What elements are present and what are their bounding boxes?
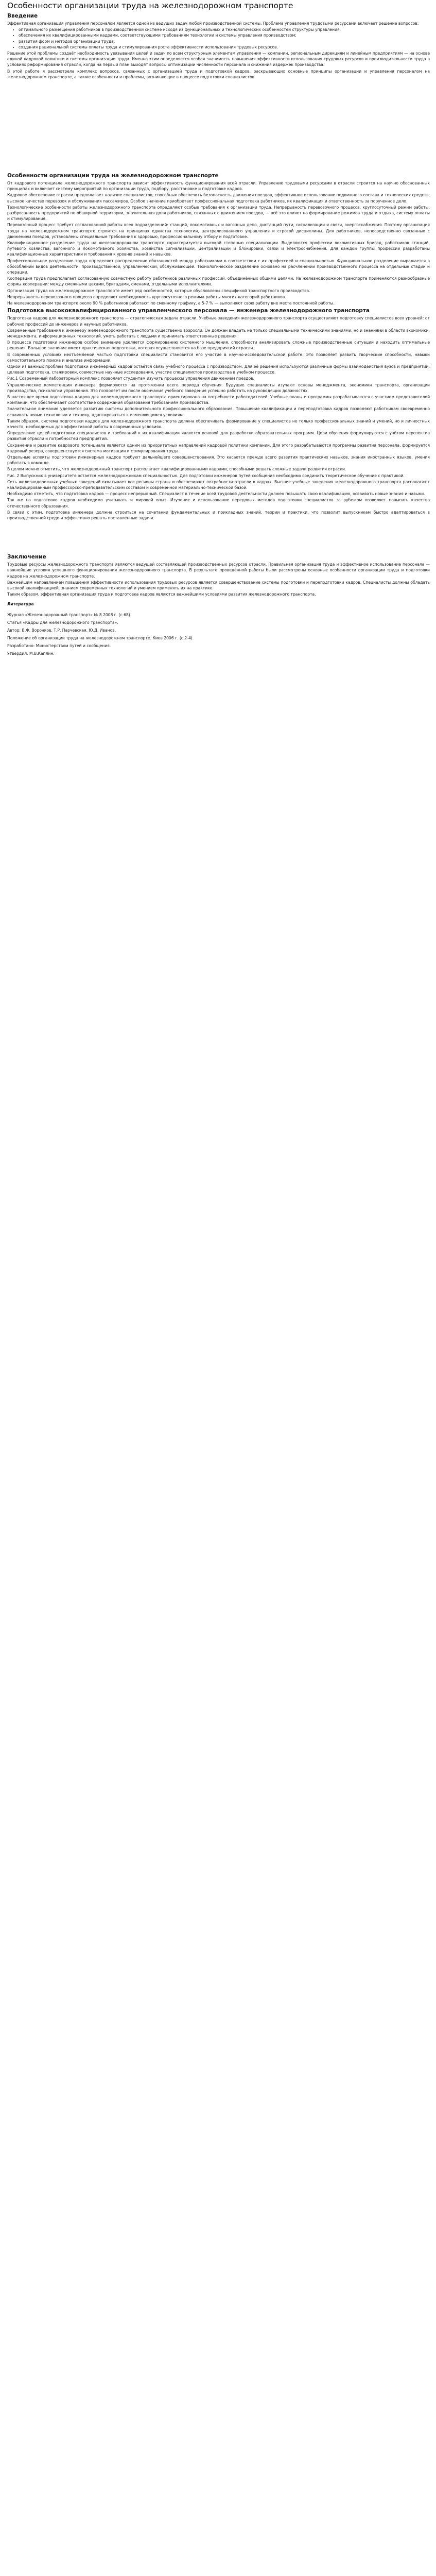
intro-bullet: • развития форм и методов организации труда; <box>19 39 430 44</box>
body-paragraph: Организация труда на железнодорожном транспорте имеет ряд особенностей, которые обусловлены спецификой транспортного производства. <box>7 288 310 293</box>
section-organization <box>7 172 430 306</box>
body-paragraph: Таким образом, эффективная организация труда и подготовка кадров являются важнейшими условиями развития железнодорожного транспорта. <box>7 592 316 597</box>
body-paragraph: В процессе подготовки инженеров особое внимание уделяется формированию системного мышления, способности анализировать сложные производственные ситуации и находить оптимальные решения. Большое значение имеет практическая подготовка, которая осуществляется на базе предприятий отрасли. <box>7 340 430 351</box>
body-paragraph: На железнодорожном транспорте около 90 % работников работают по сменному графику, а 5-7 % — выполняют свою работу вне места постоянной работы. <box>7 301 335 306</box>
intro-paragraph: В этой работе я рассмотрела комплекс вопросов, связанных с организацией труда и подготовкой кадров, раскрывающих основные принципы организации и управления персоналом на железнодорожном транспорте, а также особенности и проблемы, возникающие в процессе подготовки специалистов. <box>7 69 430 79</box>
intro-bullet: • создания рациональной системы оплаты труда и стимулирования роста эффективности использования трудовых ресурсов. <box>19 44 430 50</box>
body-paragraph: Таким образом, система подготовки кадров для железнодорожного транспорта должна обеспечивать формирование у специалистов не только профессиональных знаний и умений, но и личностных качеств, необходимых для эффективной работы в современных условиях. <box>7 418 430 429</box>
body-paragraph: Так же по подготовке кадров необходимо учитывать и мировой опыт. Изучение и использование передовых методов подготовки специалистов за рубежом позволяет повысить качество отечественного образования. <box>7 498 430 509</box>
figure-caption: Рис. 2 Выпускник в университете остается железнодорожникам специальностью. Для подготовки инженеров путей сообщения необходимо соединить теоретическое обучение с практикой. <box>7 473 405 478</box>
body-paragraph: Перевозочный процесс требует согласованной работы всех подразделений: станций, локомотивных и вагонных депо, дистанций пути, сигнализации и связи, энергоснабжения. Поэтому организация труда на железнодорожном транспорте строится на принципах единства технологии, централизованного управления и строгой дисциплины. Для работников, непосредственно связанных с движением поездов, установлены специальные требования к здоровью, профессиональному отбору и подготовке. <box>7 223 430 239</box>
page-title: Особенности организации труда на железнодорожном транспорте <box>7 1 293 10</box>
reference-line: Статья «Кадры для железнодорожного транспорта». <box>7 620 118 625</box>
intro-bullet: • оптимального размещения работников в производственной системе исходя из функциональных и технологических особенностей структуры управления; <box>19 27 430 32</box>
reference-line: Утвердил: М.В.Каплин. <box>7 651 55 656</box>
section-heading: Подготовка высококвалифицированного управленческого персонала — инженера железнодорожного транспорта <box>7 308 370 314</box>
body-paragraph: Квалификационное разделение труда на железнодорожном транспорте характеризуется высокой степенью специализации. Выделяются профессии локомотивных бригад, работников станций, путевого хозяйства, вагонного и локомотивного хозяйства, хозяйства сигнализации, централизации и блокировки, связи и электроснабжения. Для каждой группы профессий разработаны квалификационные характеристики и требования к уровню знаний и навыков. <box>7 241 430 257</box>
body-paragraph: Профессиональное разделение труда определяет распределение обязанностей между работниками в соответствии с их профессией и специальностью. Функциональное разделение выражается в обособлении видов деятельности: производственной, управленческой, обслуживающей. Технологическое разделение основано на расчленении производственного процесса на отдельные стадии и операции. <box>7 258 430 275</box>
section-conclusion <box>7 553 430 597</box>
figure-caption: Рис.1 Современный лабораторный комплекс позволяет студентам изучить процессы управления движением поездов. <box>7 376 255 381</box>
blank-space <box>7 80 430 171</box>
reference-line: Журнал «Железнодорожный транспорт» № 8 2008 г. (с.68). <box>7 613 132 618</box>
intro-paragraph: Решение этой проблемы создаёт необходимость увязывания целей и задач по всем структурным элементам управления — компании, региональным дирекциям и линейным предприятиям — на основе единой кадровой политики и системы организации труда. Именно этим определяется особая значимость повышения эффективности использования трудовых ресурсов и производительности труда в условиях реформирования отрасли, когда на первый план выходят вопросы оптимизации численности персонала и снижения издержек производства. <box>7 51 430 67</box>
section-heading: Заключение <box>7 554 46 561</box>
body-paragraph: Непрерывность перевозочного процесса определяет необходимость круглосуточного режима работы многих категорий работников. <box>7 294 286 299</box>
body-paragraph: Важнейшим направлением повышения эффективности использования трудовых ресурсов является совершенствование системы подготовки и переподготовки кадров. Специалисты должны обладать высокой квалификацией, знанием современных технологий и умением применять их на практике. <box>7 580 430 591</box>
intro-heading: Введение <box>7 13 38 19</box>
body-paragraph: Сеть железнодорожных учебных заведений охватывает все регионы страны и обеспечивает потребности отрасли в кадрах. Высшие учебные заведения железнодорожного транспорта располагают квалифицированным профессорско-преподавательским составом и современной материально-технической базой. <box>7 479 430 490</box>
body-paragraph: Значительное внимание уделяется развитию системы дополнительного профессионального образования. Повышение квалификации и переподготовка кадров позволяют работникам своевременно осваивать новые технологии и технику, адаптироваться к изменяющимся условиям. <box>7 406 430 417</box>
body-paragraph: Трудовые ресурсы железнодорожного транспорта являются ведущей составляющей производственных ресурсов отрасли. Правильная организация труда и эффективное использование персонала — важнейшие условия успешного функционирования железнодорожного транспорта. В результате проведённой работы были рассмотрены основные особенности организации труда и подготовки кадров на железнодорожном транспорте. <box>7 562 430 579</box>
body-paragraph: Кадровое обеспечение отрасли предполагает наличие специалистов, способных обеспечить безопасность движения поездов, эффективное использование подвижного состава и технических средств, высокое качество перевозок и обслуживания пассажиров. Особое значение приобретает профессиональная подготовка работников, их квалификация и ответственность за порученное дело. <box>7 193 430 204</box>
intro-bullet-list <box>7 27 430 50</box>
body-paragraph: Современные требования к инженеру железнодорожного транспорта существенно возросли. Он должен владеть не только специальными техническими знаниями, но и знаниями в области экономики, менеджмента, информационных технологий, уметь работать с людьми и принимать ответственные решения. <box>7 328 430 338</box>
section-heading: Особенности организации труда на железнодорожном транспорте <box>7 173 219 179</box>
body-paragraph: Технологические особенности работы железнодорожного транспорта определяют особые требования к организации труда. Непрерывность перевозочного процесса, круглосуточный режим работы, разбросанность предприятий по обширной территории, значительная доля работников, связанных с движением поездов, — всё это влияет на формирование режимов труда и отдыха, систему оплаты и стимулирования. <box>7 205 430 222</box>
body-paragraph: Сохранение и развитие кадрового потенциала является одним из приоритетных направлений кадровой политики компании. Для этого разрабатываются программы развития персонала, формируется кадровый резерв, совершенствуется система мотивации и стимулирования труда. <box>7 443 430 453</box>
blank-space <box>7 521 430 552</box>
body-paragraph: Управленческие компетенции инженера формируются на протяжении всего периода обучения. Будущие специалисты изучают основы менеджмента, экономики транспорта, организации производства, психологии управления. Это позволяет им после окончания учебного заведения успешно работать на руководящих должностях. <box>7 382 430 393</box>
body-paragraph: Необходимо отметить, что подготовка кадров — процесс непрерывный. Специалист в течение всей трудовой деятельности должен повышать свою квалификацию, осваивать новые знания и навыки. <box>7 492 425 497</box>
body-paragraph: Определение целей подготовки специалистов и требований к их квалификации является основой для разработки образовательных программ. Цели обучения формулируются с учётом перспектив развития отрасли и потребностей предприятий. <box>7 431 430 442</box>
document-page <box>0 0 436 678</box>
body-paragraph: В современных условиях неотъемлемой частью подготовки специалиста становится его участие в научно-исследовательской работе. Это позволяет развить творческие способности, навыки самостоятельного поиска и анализа информации. <box>7 352 430 363</box>
body-paragraph: Одной из важных проблем подготовки инженерных кадров остаётся связь учебного процесса с производством. Для её решения используются различные формы взаимодействия вузов и предприятий: целевая подготовка, стажировки, совместные научные исследования, участие специалистов производства в учебном процессе. <box>7 364 430 375</box>
references-heading: Литература <box>7 602 34 607</box>
intro-bullet: • обеспечения их квалифицированными кадрами, соответствующими требованиям технологии и системы управления производством; <box>19 32 430 38</box>
intro-section <box>7 12 430 80</box>
body-paragraph: Отдельные аспекты подготовки инженерных кадров требуют дальнейшего совершенствования. Это касается прежде всего развития практических навыков, знания иностранных языков, умения работать в команде. <box>7 454 430 466</box>
body-paragraph: В настоящее время подготовка кадров для железнодорожного транспорта ориентирована на потребности работодателей. Учебные планы и программы разрабатываются с участием представителей компании, что обеспечивает соответствие содержания образования требованиям производства. <box>7 394 430 405</box>
body-paragraph: Кооперация труда предполагает согласованную совместную работу работников различных профессий, объединённых общими целями. На железнодорожном транспорте применяются разнообразные формы кооперации: между смежными цехами, бригадами, сменами, отдельными исполнителями. <box>7 276 430 287</box>
body-paragraph: В целом можно отметить, что железнодорожный транспорт располагает квалифицированными кадрами, способными решать сложные задачи развития отрасли. <box>7 467 346 472</box>
body-paragraph: В связи с этим, подготовка инженера должна строиться на сочетании фундаментальных и прикладных знаний, теории и практики, что позволит выпускникам быстро адаптироваться в производственной среде и эффективно решать поставленные задачи. <box>7 510 430 520</box>
section-training <box>7 307 430 521</box>
body-paragraph: Подготовка кадров для железнодорожного транспорта — стратегическая задача отрасли. Учебные заведения железнодорожного транспорта осуществляют подготовку специалистов всех уровней: от рабочих профессий до инженеров и научных работников. <box>7 316 430 327</box>
body-paragraph: От кадрового потенциала железнодорожного транспорта зависит эффективность функционирования всей отрасли. Управление трудовыми ресурсами в отрасли строится на научно обоснованных принципах и включает систему мероприятий по организации труда, подбору, расстановке и подготовке кадров. <box>7 181 430 192</box>
reference-line: Положение об организации труда на железнодорожном транспорте. Киев 2006 г. (с.2-4). <box>7 636 194 641</box>
intro-paragraph: Эффективная организация управления персоналом является одной из ведущих задач любой производственной системы. Проблема управления трудовыми ресурсами включает решение вопросов: <box>7 21 419 26</box>
reference-line: Разработано: Министерством путей и сообщения. <box>7 643 111 649</box>
blank-space <box>7 657 430 668</box>
reference-line: Автор: В.Ф. Воронков, Т.Р. Парчевская, Ю.Д. Иванов. <box>7 628 116 633</box>
references-section <box>7 600 430 657</box>
